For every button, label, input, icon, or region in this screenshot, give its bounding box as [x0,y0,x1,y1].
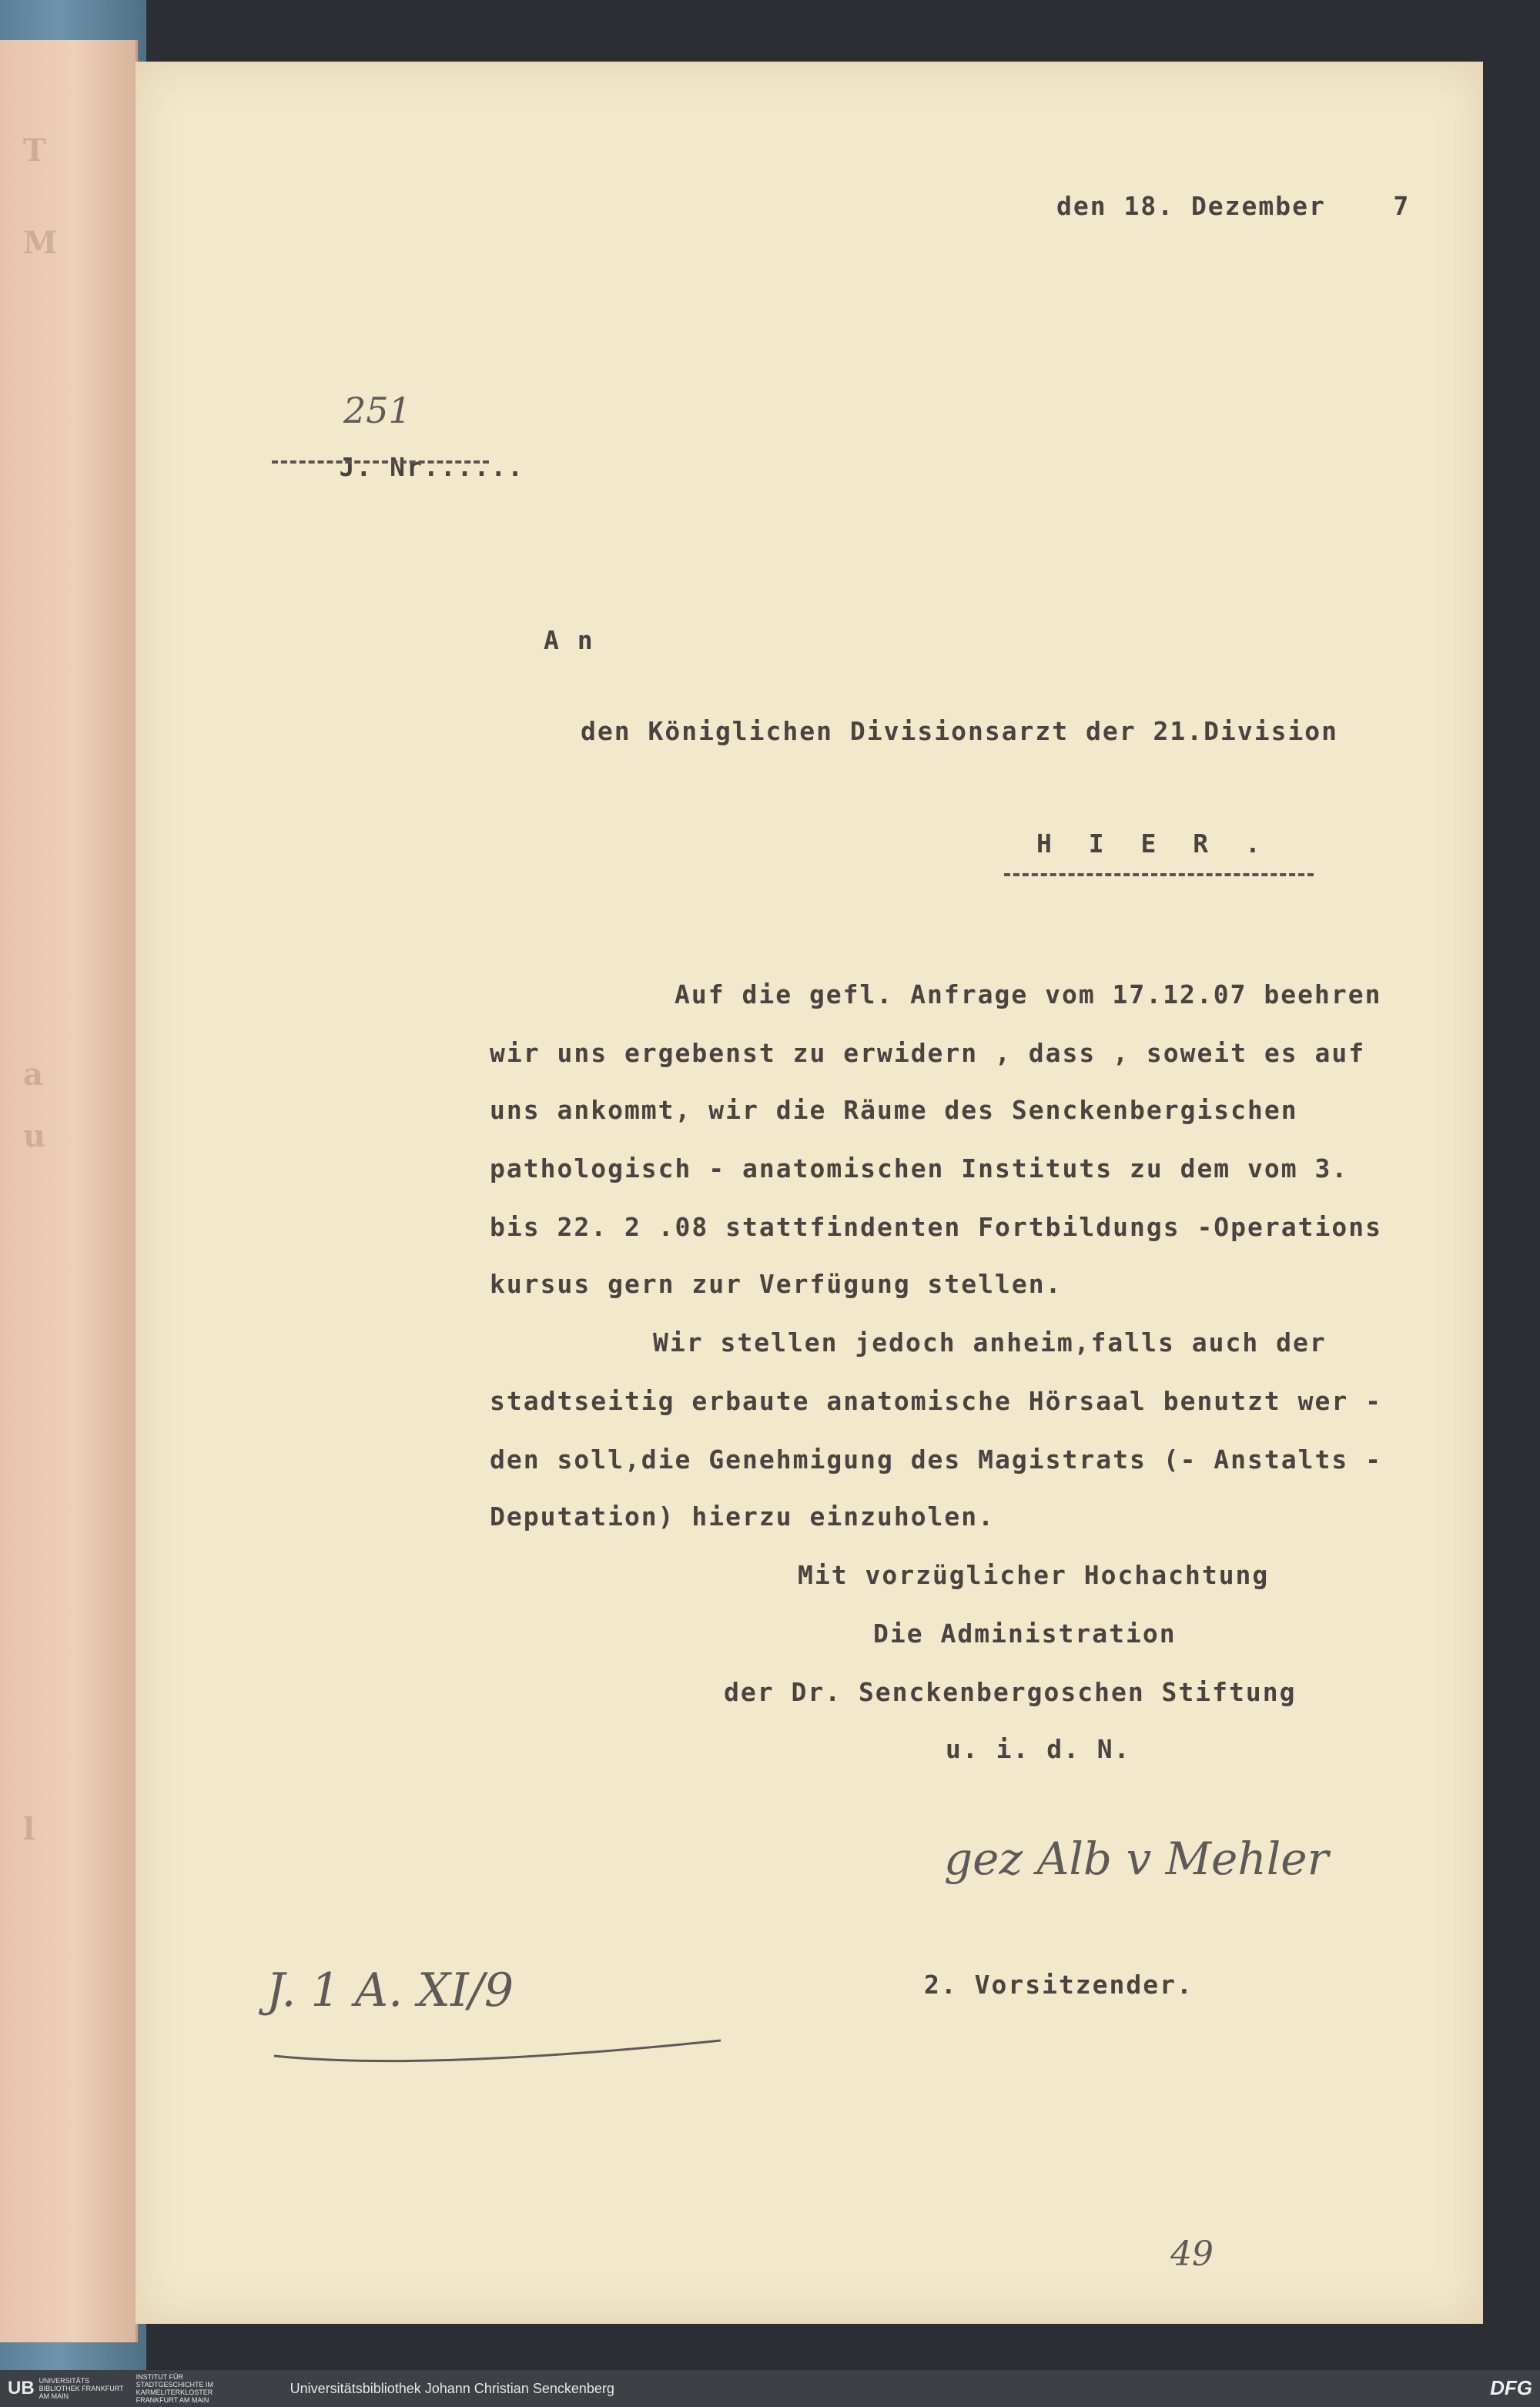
journal-label: J. Nr. [339,452,440,482]
body-line-5: bis 22. 2 .08 stattfindenten Fortbildungs -Operations [490,1212,1382,1242]
closing-line-4: u. i. d. N. [946,1734,1131,1764]
place: H I E R . [1036,829,1271,859]
journal-dots: ..... [440,452,525,482]
body-line-6: kursus gern zur Verfügung stellen. [490,1269,1063,1299]
closing-line-1: Mit vorzüglicher Hochachtung [798,1560,1270,1590]
ub-logo-text: UNIVERSITÄTS BIBLIOTHEK FRANKFURT AM MAIN [38,2377,124,2400]
closing-line-3: der Dr. Senckenbergoschen Stiftung [724,1677,1297,1707]
body-line-1: Auf die gefl. Anfrage vom 17.12.07 beehren [675,979,1382,1009]
body-line-10: Deputation) hierzu einzuholen. [490,1501,996,1532]
underlying-page: T M a u l [0,40,138,2342]
body-line-4: pathologisch - anatomischen Instituts zu dem vom 3. [490,1153,1349,1183]
closing-line-2: Die Administration [873,1619,1177,1649]
body-line-8: stadtseitig erbaute anatomische Hörsaal benutzt wer - [490,1386,1382,1416]
journal-underline [272,460,489,464]
body-line-9: den soll,die Genehmigung des Magistrats (- Anstalts - [490,1445,1382,1475]
body-line-2: wir uns ergebenst zu erwidern , dass , soweit es auf [490,1038,1366,1068]
ub-logo-mark: UB [8,2378,35,2399]
signer-title: 2. Vorsitzender. [924,1970,1194,2000]
body-line-3: uns ankommt, wir die Räume des Senckenbergischen [490,1095,1298,1125]
ub-logo [8,2373,229,2404]
page-number: 49 [1170,2235,1214,2274]
journal-number [272,422,524,512]
body-line-7: Wir stellen jedoch anheim,falls auch der [653,1327,1327,1357]
place-underline [1004,873,1314,876]
letter-sheet [136,62,1483,2324]
margin-note-underline [266,2025,728,2071]
recipient: den Königlichen Divisionsarzt der 21.Division [581,716,1339,746]
salutation: A n [544,625,594,655]
footer-bar [0,2370,1540,2407]
journal-handwritten-number: 251 [343,390,411,431]
date-line: den 18. Dezember 7 [1056,191,1411,221]
institut-logo-text: INSTITUT FÜR STADTGESCHICHTE IM KARMELITERKLOSTER FRANKFURT AM MAIN [136,2373,214,2404]
dfg-logo: DFG [1490,2376,1532,2399]
signature: gez Alb v Mehler [944,1833,1329,1885]
library-name: Universitätsbibliothek Johann Christian Senckenberg [290,2380,614,2396]
margin-note: J. 1 A. XI/9 [266,1963,514,2017]
